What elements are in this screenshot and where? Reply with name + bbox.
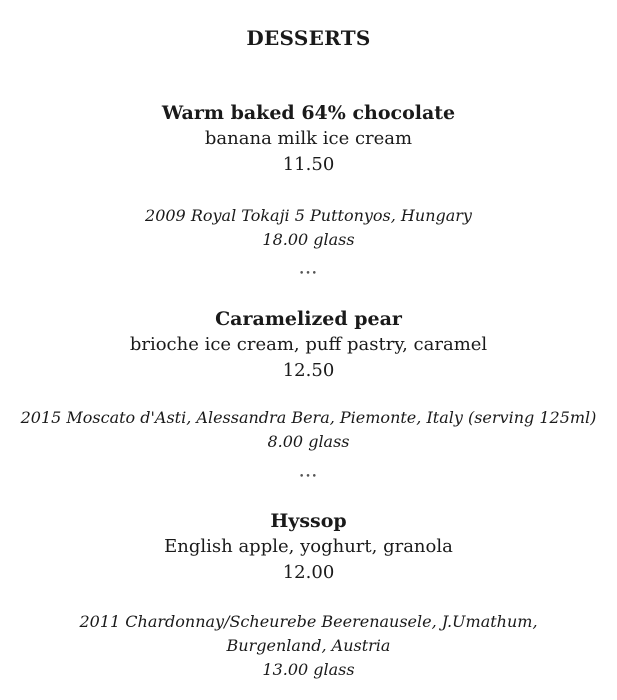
separator-dots: ••• xyxy=(299,472,318,482)
menu-item xyxy=(0,508,617,586)
dish-name: Caramelized pear xyxy=(215,308,402,330)
wine-price: 18.00 glass xyxy=(262,230,355,249)
wine-name: 2011 Chardonnay/Scheurebe Beerenausele, J.Umathum, Burgenland, Austria xyxy=(79,612,538,655)
wine-price: 13.00 glass xyxy=(262,660,355,679)
menu-title: DESSERTS xyxy=(246,26,371,50)
dish-name: Hyssop xyxy=(270,510,347,532)
wine-name: 2009 Royal Tokaji 5 Puttonyos, Hungary xyxy=(145,206,472,225)
menu-item xyxy=(0,100,617,178)
dish-description: banana milk ice cream xyxy=(204,128,413,149)
dish-price: 12.50 xyxy=(282,360,335,381)
menu-item xyxy=(0,306,617,384)
dish-price: 12.00 xyxy=(282,562,335,583)
wine-price: 8.00 glass xyxy=(267,432,350,451)
wine-name: 2015 Moscato d'Asti, Alessandra Bera, Piemonte, Italy (serving 125ml) xyxy=(20,408,597,427)
dish-price: 11.50 xyxy=(282,154,335,175)
wine-pairing xyxy=(0,406,617,454)
dish-description: English apple, yoghurt, granola xyxy=(164,536,453,557)
wine-pairing xyxy=(0,610,617,682)
separator-dots: ••• xyxy=(299,269,318,279)
dish-name: Warm baked 64% chocolate xyxy=(161,102,456,124)
dish-description: brioche ice cream, puff pastry, caramel xyxy=(129,334,488,355)
wine-pairing xyxy=(0,204,617,252)
